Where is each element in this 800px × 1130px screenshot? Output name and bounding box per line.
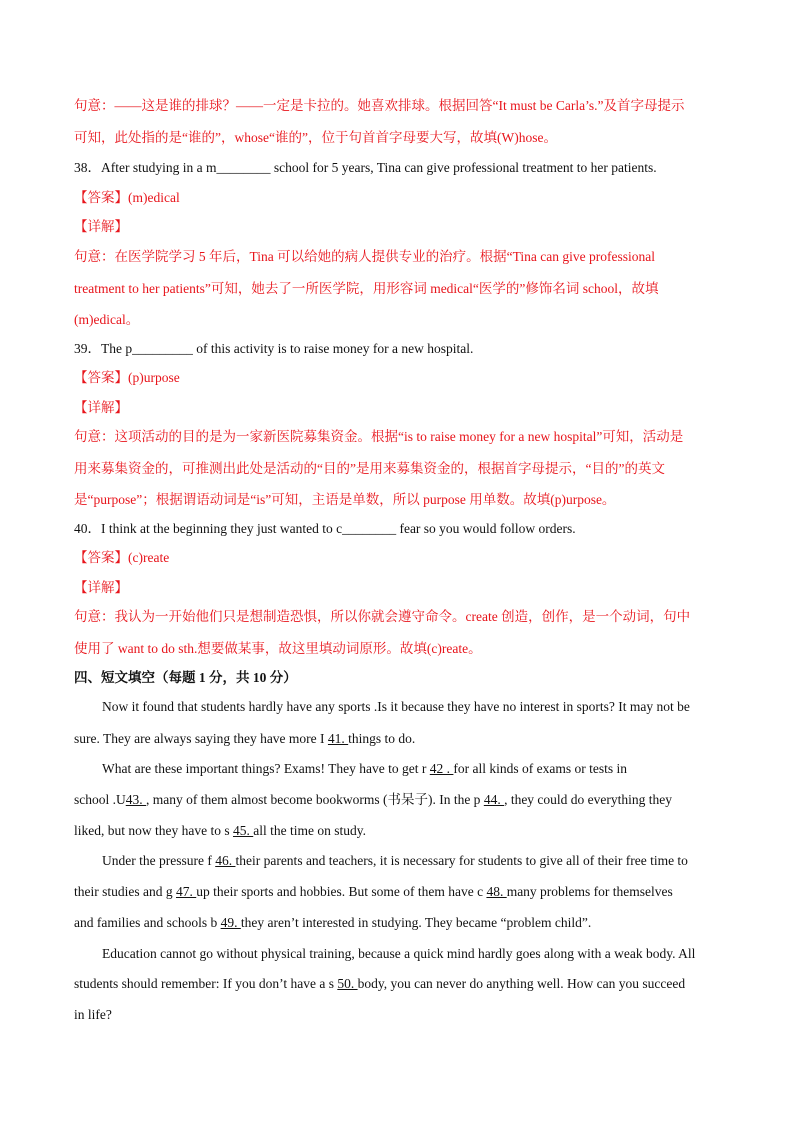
question-40 xyxy=(74,520,729,538)
passage-line: liked, but now they have to s 45. all the time on study. xyxy=(74,823,366,838)
passage-line: Under the pressure f 46. their parents and teachers, it is necessary for students to give all of their free time to xyxy=(102,853,688,868)
blank-48: 48. xyxy=(486,884,507,899)
blank-49: 49. xyxy=(220,915,241,930)
q40-suffix: fear so you would follow orders. xyxy=(396,521,576,536)
blank-41: 41. xyxy=(327,731,349,746)
blank-50: 50. xyxy=(337,976,358,991)
blank-43: 43. xyxy=(125,792,146,807)
q40-explanation-line-1: 句意：我认为一开始他们只是想制造恐惧，所以你就会遵守命令。create 创造，创作，是一个动词，句中 xyxy=(74,609,691,624)
blank-42: 42 . xyxy=(429,761,454,776)
q38-explanation-line-3: (m)edical。 xyxy=(74,312,140,327)
q38-answer: 【答案】(m)edical xyxy=(74,190,180,205)
q38-prefix: 38．After studying in a m xyxy=(74,160,217,175)
q38-blank: ________ xyxy=(216,160,271,175)
passage-line: school .U43. , many of them almost become bookworms (书呆子). In the p 44. , they could do everything they xyxy=(74,792,673,807)
passage-line: Now it found that students hardly have any sports .Is it because they have no interest in sports? It may not be xyxy=(102,699,690,714)
q38-detail-label: 【详解】 xyxy=(74,219,128,234)
q39-blank: _________ xyxy=(132,341,193,356)
q39-suffix: of this activity is to raise money for a new hospital. xyxy=(192,341,474,356)
q37-explanation-line-2: 可知，此处指的是“谁的”，whose“谁的”，位于句首首字母要大写，故填(W)hose。 xyxy=(74,130,557,145)
q40-explanation-line-2: 使用了 want to do sth.想要做某事，故这里填动词原形。故填(c)reate。 xyxy=(74,641,482,656)
q40-detail-label: 【详解】 xyxy=(74,580,128,595)
blank-46: 46. xyxy=(215,853,236,868)
passage-line: in life? xyxy=(74,1007,112,1022)
passage-line: sure. They are always saying they have more I 41. things to do. xyxy=(74,731,416,746)
blank-47: 47. xyxy=(175,884,197,899)
question-39 xyxy=(74,340,729,358)
q39-explanation-line-3: 是“purpose”；根据谓语动词是“is”可知，主语是单数，所以 purpose 用单数。故填(p)urpose。 xyxy=(74,492,616,507)
passage-line: Education cannot go without physical training, because a quick mind hardly goes along with a weak body. All xyxy=(102,946,696,961)
q38-suffix: school for 5 years, Tina can give professional treatment to her patients. xyxy=(270,160,657,175)
q37-explanation-line-1: 句意：——这是谁的排球？——一定是卡拉的。她喜欢排球。根据回答“It must be Carla’s.”及首字母提示 xyxy=(74,98,685,113)
passage-line: their studies and g 47. up their sports and hobbies. But some of them have c 48. many problems for themselves xyxy=(74,884,673,899)
q39-explanation-line-2: 用来募集资金的，可推测出此处是活动的“目的”是用来募集资金的，根据首字母提示，“目的”的英文 xyxy=(74,461,665,476)
blank-45: 45. xyxy=(232,823,254,838)
blank-44: 44. xyxy=(483,792,505,807)
q39-detail-label: 【详解】 xyxy=(74,400,128,415)
q40-answer: 【答案】(c)reate xyxy=(74,550,170,565)
q40-prefix: 40．I think at the beginning they just wanted to c xyxy=(74,521,343,536)
passage-line: students should remember: If you don’t have a s 50. body, you can never do anything well. How can you succeed xyxy=(74,976,686,991)
q39-explanation-line-1: 句意：这项活动的目的是为一家新医院募集资金。根据“is to raise money for a new hospital”可知，活动是 xyxy=(74,429,684,444)
passage-line: and families and schools b 49. they aren’t interested in studying. They became “problem child”. xyxy=(74,915,592,930)
q39-answer: 【答案】(p)urpose xyxy=(74,370,180,385)
q40-blank: ________ xyxy=(342,521,397,536)
q38-explanation-line-2: treatment to her patients”可知，她去了一所医学院，用形容词 medical“医学的”修饰名词 school，故填 xyxy=(74,281,659,296)
passage-line: What are these important things? Exams! They have to get r 42 . for all kinds of exams or tests in xyxy=(102,761,628,776)
q38-explanation-line-1: 句意：在医学院学习 5 年后，Tina 可以给她的病人提供专业的治疗。根据“Tina can give professional xyxy=(74,249,655,264)
section-title: 四、短文填空（每题 1 分，共 10 分） xyxy=(74,670,297,685)
q39-prefix: 39．The p xyxy=(74,341,133,356)
question-38 xyxy=(74,159,729,177)
